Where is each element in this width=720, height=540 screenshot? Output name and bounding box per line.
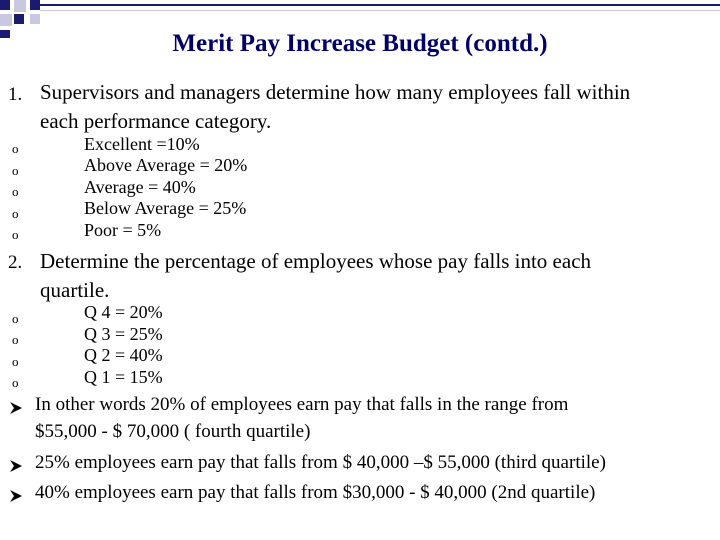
- item-1-line-2: each performance category.: [40, 109, 272, 133]
- quartile-q2: Q 2 = 40%: [84, 345, 163, 365]
- item-1-line-1: Supervisors and managers determine how many employees fall within: [40, 80, 631, 104]
- sub-bullet-icon: o: [12, 354, 19, 369]
- arrow-bullet-icon: [10, 490, 22, 502]
- sub-bullet-icon: o: [12, 163, 19, 178]
- page-title: Merit Pay Increase Budget (contd.): [172, 30, 548, 57]
- sub-bullet-icon: o: [12, 227, 19, 242]
- sub-bullet-icon: o: [12, 184, 19, 199]
- sub-bullet-icon: o: [12, 311, 19, 326]
- quartile-q3: Q 3 = 25%: [84, 324, 163, 344]
- sub-bullet-icon: o: [12, 206, 19, 221]
- arrow-item-1-line-2: $55,000 - $ 70,000 ( fourth quartile): [35, 421, 311, 442]
- sub-bullet-icon: o: [12, 375, 19, 390]
- arrow-item-1-line-1: In other words 20% of employees earn pay that falls in the range from: [35, 394, 569, 415]
- quartile-q1: Q 1 = 15%: [84, 367, 163, 387]
- arrow-item-3: 40% employees earn pay that falls from $30,000 - $ 40,000 (2nd quartile): [35, 482, 596, 503]
- quartile-q4: Q 4 = 20%: [84, 302, 163, 322]
- arrow-bullet-icon: [10, 402, 22, 414]
- item-2-line-1: Determine the percentage of employees whose pay falls into each: [40, 249, 592, 273]
- category-average: Average = 40%: [84, 177, 196, 197]
- arrow-item-2: 25% employees earn pay that falls from $ 40,000 –$ 55,000 (third quartile): [35, 452, 606, 473]
- category-poor: Poor = 5%: [84, 220, 162, 240]
- sub-bullet-icon: o: [12, 332, 19, 347]
- sub-bullet-icon: o: [12, 141, 19, 156]
- category-below-average: Below Average = 25%: [84, 198, 247, 218]
- item-2-line-2: quartile.: [40, 278, 110, 302]
- arrow-bullet-icon: [10, 460, 22, 472]
- category-above-average: Above Average = 20%: [84, 155, 248, 175]
- item-1-number: 1.: [8, 84, 23, 105]
- category-excellent: Excellent =10%: [84, 134, 200, 154]
- item-2-number: 2.: [8, 252, 23, 273]
